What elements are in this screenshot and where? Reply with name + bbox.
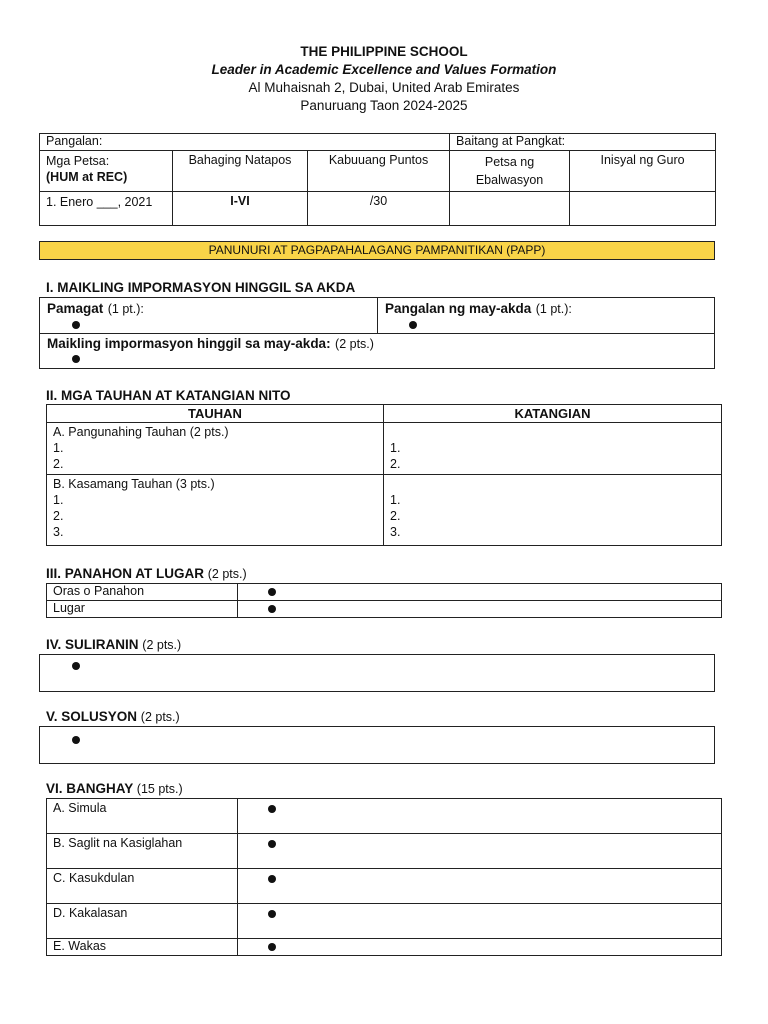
section-6-points: (15 pts.)	[136, 782, 183, 796]
place-answer-cell[interactable]	[238, 601, 722, 618]
bullet-icon	[268, 588, 276, 596]
date-cell[interactable]: 1. Enero ___, 2021	[40, 192, 173, 226]
solution-answer-box[interactable]	[39, 726, 715, 764]
author-points: (1 pt.):	[535, 302, 572, 316]
teacher-initial-header: Inisyal ng Guro	[570, 151, 716, 192]
title-label: Pamagat	[47, 301, 104, 316]
bullet-icon	[268, 910, 276, 918]
bullet-icon	[268, 805, 276, 813]
plot-answer-cell[interactable]	[238, 799, 722, 834]
name-field[interactable]	[40, 134, 450, 151]
info-table	[39, 133, 716, 226]
title-field[interactable]	[47, 300, 144, 318]
plot-row-label: E. Wakas	[47, 939, 238, 956]
total-cell[interactable]: /30	[308, 192, 450, 226]
author-label: Pangalan ng may-akda	[385, 301, 532, 316]
supporting-traits-cell[interactable]	[384, 475, 722, 546]
school-name: THE PHILIPPINE SCHOOL	[300, 44, 468, 59]
section-3-title	[46, 566, 247, 581]
plot-row-label: C. Kasukdulan	[47, 869, 238, 904]
section-5-points: (2 pts.)	[140, 710, 180, 724]
bullet-icon	[72, 321, 80, 329]
section-4-label: IV. SULIRANIN	[46, 637, 139, 652]
part-header: Bahaging Natapos	[173, 151, 308, 192]
katangian-header: KATANGIAN	[384, 405, 722, 423]
title-points: (1 pt.):	[107, 302, 144, 316]
place-label: Lugar	[47, 601, 238, 618]
item-number: 3.	[53, 525, 64, 539]
author-info-label: Maikling impormasyon hinggil sa may-akda:	[47, 336, 331, 351]
dates-sublabel: (HUM at REC)	[46, 170, 128, 184]
section-5-title	[46, 709, 180, 724]
section-3-points: (2 pts.)	[207, 567, 247, 581]
item-number: 2.	[390, 457, 401, 471]
item-number: 1.	[390, 441, 401, 455]
school-motto: Leader in Academic Excellence and Values Formation	[211, 62, 557, 77]
tauhan-header: TAUHAN	[47, 405, 384, 423]
item-number: 1.	[53, 493, 64, 507]
part-cell: I-VI	[173, 192, 308, 226]
bullet-icon	[268, 875, 276, 883]
item-number: 1.	[390, 493, 401, 507]
bullet-icon	[72, 355, 80, 363]
plot-answer-cell[interactable]	[238, 904, 722, 939]
item-number: 2.	[53, 457, 64, 471]
section-6-title	[46, 781, 183, 796]
author-info-points: (2 pts.)	[335, 337, 374, 351]
eval-date-cell[interactable]	[450, 192, 570, 226]
school-year: Panuruang Taon 2024-2025	[300, 98, 468, 113]
setting-table	[46, 583, 722, 618]
section-2-title: II. MGA TAUHAN AT KATANGIAN NITO	[46, 388, 291, 403]
main-characters-label: A. Pangunahing Tauhan (2 pts.)	[53, 425, 229, 439]
dates-header	[40, 151, 173, 192]
bullet-icon	[72, 662, 80, 670]
supporting-characters-label: B. Kasamang Tauhan (3 pts.)	[53, 477, 215, 491]
time-answer-cell[interactable]	[238, 584, 722, 601]
school-address: Al Muhaisnah 2, Dubai, United Arab Emirates	[248, 80, 520, 95]
item-number: 2.	[390, 509, 401, 523]
section-3-label: III. PANAHON AT LUGAR	[46, 566, 204, 581]
plot-answer-cell[interactable]	[238, 834, 722, 869]
name-label: Pangalan:	[46, 134, 103, 148]
author-info-field[interactable]	[47, 335, 374, 353]
problem-answer-box[interactable]	[39, 654, 715, 692]
characters-table	[46, 404, 722, 546]
dates-label: Mga Petsa:	[46, 154, 110, 168]
item-number: 1.	[53, 441, 64, 455]
plot-answer-cell[interactable]	[238, 939, 722, 956]
main-traits-cell[interactable]	[384, 423, 722, 475]
plot-row-label: B. Saglit na Kasiglahan	[47, 834, 238, 869]
section-5-label: V. SOLUSYON	[46, 709, 138, 724]
main-characters-cell[interactable]	[47, 423, 384, 475]
plot-row-label: A. Simula	[47, 799, 238, 834]
supporting-characters-cell[interactable]	[47, 475, 384, 546]
section-4-points: (2 pts.)	[142, 638, 182, 652]
time-label: Oras o Panahon	[47, 584, 238, 601]
bullet-icon	[268, 605, 276, 613]
plot-answer-cell[interactable]	[238, 869, 722, 904]
papp-banner: PANUNURI AT PAGPAPAHALAGANG PAMPANITIKAN (PAPP)	[39, 241, 715, 260]
section-4-title	[46, 637, 181, 652]
eval-date-header: Petsa ng Ebalwasyon	[450, 151, 570, 192]
bullet-icon	[409, 321, 417, 329]
item-number: 2.	[53, 509, 64, 523]
bullet-icon	[268, 943, 276, 951]
section-1-box	[39, 297, 715, 369]
grade-field[interactable]	[450, 134, 716, 151]
bullet-icon	[72, 736, 80, 744]
teacher-initial-cell[interactable]	[570, 192, 716, 226]
plot-row-label: D. Kakalasan	[47, 904, 238, 939]
plot-table	[46, 798, 722, 956]
section-6-label: VI. BANGHAY	[46, 781, 134, 796]
item-number: 3.	[390, 525, 401, 539]
section-1-title: I. MAIKLING IMPORMASYON HINGGIL SA AKDA	[46, 280, 356, 295]
total-header: Kabuuang Puntos	[308, 151, 450, 192]
bullet-icon	[268, 840, 276, 848]
grade-label: Baitang at Pangkat:	[456, 134, 566, 148]
author-field[interactable]	[385, 300, 572, 318]
